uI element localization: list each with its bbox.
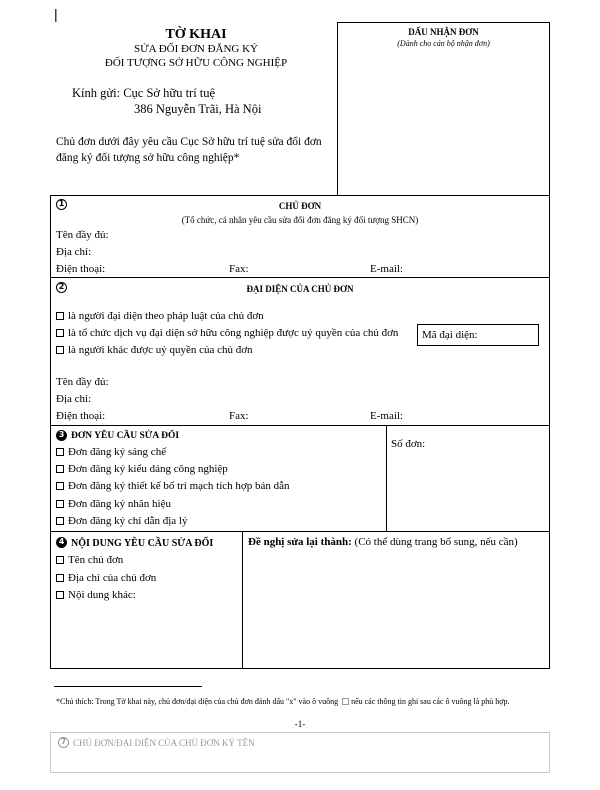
section-4-title: NỘI DUNG YÊU CẦU SỬA ĐỔI: [71, 538, 214, 549]
form-title: TỜ KHAI: [165, 27, 227, 42]
form-subtitle-1: SỬA ĐỔI ĐƠN ĐĂNG KÝ: [133, 43, 259, 55]
app-type-layout-design-label: Đơn đăng ký thiết kế bố trí mạch tích hợp bán dẫn: [68, 480, 290, 492]
rep-fax-field[interactable]: Fax:: [229, 410, 249, 422]
proposal-heading[interactable]: [248, 536, 518, 549]
divider-1: [50, 277, 550, 278]
section-1-number-icon: 1: [56, 199, 67, 210]
application-number-field[interactable]: Số đơn:: [391, 438, 426, 450]
rep-option-other-label: là người khác được uỷ quyền của chủ đơn: [68, 344, 253, 356]
checkbox-icon[interactable]: [56, 329, 64, 337]
section-3-column-divider: [386, 425, 387, 531]
divider-3: [50, 531, 550, 532]
change-other-content[interactable]: [56, 587, 136, 604]
receipt-stamp-title: DẤU NHẬN ĐƠN: [408, 27, 479, 37]
change-owner-address[interactable]: [56, 570, 156, 587]
footnote: [56, 696, 550, 707]
app-type-geo-indication-label: Đơn đăng ký chỉ dẫn địa lý: [68, 515, 188, 527]
app-type-trademark-label: Đơn đăng ký nhãn hiệu: [68, 498, 171, 510]
section-2-number-icon: 2: [56, 282, 67, 293]
footnote-separator: [54, 686, 202, 687]
signature-title: CHỦ ĐƠN/ĐẠI DIỆN CỦA CHỦ ĐƠN KÝ TÊN: [73, 738, 255, 748]
section-3-number-icon: 3: [56, 430, 67, 441]
app-type-geo-indication[interactable]: [56, 513, 187, 530]
proposal-note: (Có thể dùng trang bổ sung, nếu cần): [351, 536, 518, 548]
checkbox-icon[interactable]: [56, 574, 64, 582]
checkbox-icon[interactable]: [56, 482, 64, 490]
rep-option-ip-agency[interactable]: [56, 325, 398, 342]
app-type-patent-label: Đơn đăng ký sáng chế: [68, 446, 167, 458]
intro-text: Chủ đơn dưới đây yêu cầu Cục Sở hữu trí tuệ sửa đổi đơn đăng ký đối tượng sở hữu công nghiệp*: [56, 136, 322, 164]
checkbox-icon[interactable]: [56, 500, 64, 508]
app-type-layout-design[interactable]: [56, 478, 290, 495]
checkbox-icon[interactable]: [56, 465, 64, 473]
owner-email-field[interactable]: E-mail:: [370, 263, 403, 275]
change-owner-name[interactable]: [56, 552, 123, 569]
addressee-line-1: Kính gửi: Cục Sở hữu trí tuệ: [72, 86, 216, 100]
page-number: -1-: [294, 719, 306, 729]
rep-phone-field[interactable]: Điện thoại:: [56, 410, 106, 422]
addressee-line-2: 386 Nguyễn Trãi, Hà Nội: [134, 102, 262, 116]
rep-name-field[interactable]: Tên đầy đủ:: [56, 376, 109, 388]
owner-address-field[interactable]: Địa chỉ:: [56, 246, 92, 258]
change-other-content-label: Nội dung khác:: [68, 589, 136, 601]
checkbox-icon[interactable]: [56, 556, 64, 564]
section-2-title: ĐẠI DIỆN CỦA CHỦ ĐƠN: [246, 284, 354, 294]
section-4-column-divider: [242, 531, 243, 669]
section-1-subtitle: (Tổ chức, cá nhân yêu cầu sửa đổi đơn đăng ký đối tượng SHCN): [181, 215, 419, 225]
footnote-text-1: *Chú thích: Trong Tờ khai này, chủ đơn/đại diện của chủ đơn đánh dấu "x" vào ô vuông: [56, 697, 339, 706]
rep-email-field[interactable]: E-mail:: [370, 410, 403, 422]
rep-code-label: Mã đại diện:: [422, 329, 478, 341]
app-type-patent[interactable]: [56, 444, 166, 461]
rep-option-legal[interactable]: [56, 308, 264, 325]
section-7-number-icon: 7: [58, 737, 69, 748]
checkbox-icon[interactable]: [56, 517, 64, 525]
change-owner-name-label: Tên chủ đơn: [68, 554, 124, 566]
checkbox-icon[interactable]: [56, 346, 64, 354]
rep-option-ip-agency-label: là tổ chức dịch vụ đại diện sở hữu công nghiệp được uỷ quyền của chủ đơn: [68, 327, 399, 339]
rep-address-field[interactable]: Địa chỉ:: [56, 393, 92, 405]
owner-fax-field[interactable]: Fax:: [229, 263, 249, 275]
rep-option-other[interactable]: [56, 342, 253, 359]
checkbox-icon[interactable]: [56, 448, 64, 456]
checkbox-icon[interactable]: [56, 591, 64, 599]
section-4-number-icon: 4: [56, 537, 67, 548]
app-type-trademark[interactable]: [56, 496, 171, 513]
rep-option-legal-label: là người đại diện theo pháp luật của chủ đơn: [68, 310, 264, 322]
section-1-title: CHỦ ĐƠN: [278, 201, 322, 211]
cursor-mark: |: [54, 6, 58, 22]
section-3-title: ĐƠN YÊU CẦU SỬA ĐỔI: [71, 431, 180, 441]
app-type-industrial-design-label: Đơn đăng ký kiểu dáng công nghiệp: [68, 463, 228, 475]
receipt-stamp-subtitle: (Dành cho cán bộ nhận đơn): [397, 39, 490, 48]
divider-2: [50, 425, 550, 426]
change-owner-address-label: Địa chỉ của chủ đơn: [68, 572, 157, 584]
proposal-label: Đề nghị sửa lại thành:: [248, 536, 352, 548]
owner-phone-field[interactable]: Điện thoại:: [56, 263, 106, 275]
checkbox-icon[interactable]: [56, 312, 64, 320]
footnote-text-2: nếu các thông tin ghi sau các ô vuông là phù hợp.: [349, 697, 510, 706]
form-subtitle-2: ĐỐI TƯỢNG SỞ HỮU CÔNG NGHIỆP: [104, 57, 288, 69]
app-type-industrial-design[interactable]: [56, 461, 228, 478]
owner-name-field[interactable]: Tên đầy đủ:: [56, 229, 109, 241]
